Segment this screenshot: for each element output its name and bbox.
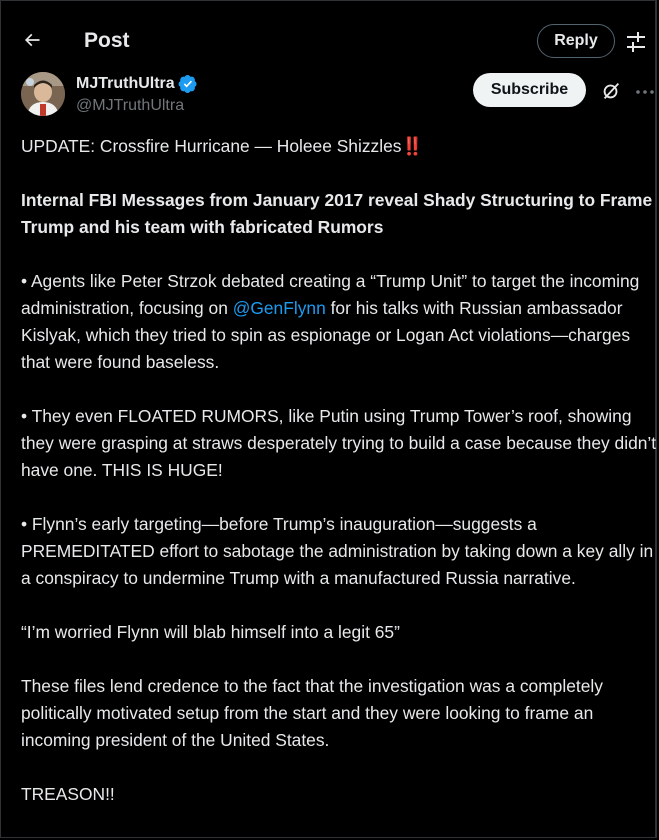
grok-button[interactable] <box>600 80 622 102</box>
post-quote: “I’m worried Flynn will blab himself into a legit 65” <box>21 622 400 642</box>
arrow-left-icon <box>22 30 42 50</box>
display-name: MJTruthUltra <box>76 75 175 92</box>
post-closing: TREASON!! <box>21 784 115 804</box>
author-handle[interactable]: @MJTruthUltra <box>76 97 185 114</box>
author-name-row[interactable] <box>76 74 198 94</box>
reply-button[interactable]: Reply <box>537 24 615 58</box>
more-options-button[interactable] <box>634 82 656 102</box>
more-dots-icon <box>634 82 656 102</box>
avatar[interactable] <box>21 72 65 116</box>
verified-badge-icon <box>178 74 198 94</box>
post-line-update <box>21 133 657 160</box>
sliders-icon <box>624 30 648 54</box>
post-headline: Internal FBI Messages from January 2017 reveal Shady Structuring to Frame Trump and his team with fabricated Rumors <box>21 190 653 237</box>
mention-link[interactable]: @GenFlynn <box>232 298 326 318</box>
bullet-1-text-a: • Agents like Peter Strzok debated creating a “Trump Unit” to target the incoming administration, focusing on <box>21 271 640 318</box>
double-exclamation-emoji: ‼️ <box>401 136 422 156</box>
back-button[interactable] <box>18 26 46 54</box>
grok-icon <box>600 80 622 102</box>
post-bullet-3: • Flynn’s early targeting—before Trump’s inauguration—suggests a PREMEDITATED effort to sabotage the administration by taking down a key ally in a conspiracy to undermine Trump with a manufactured Russia narrative. <box>21 514 654 588</box>
page-title: Post <box>84 29 130 52</box>
post-text <box>21 133 657 835</box>
post-bullet-1 <box>21 268 657 376</box>
filter-button[interactable] <box>624 30 648 54</box>
update-text: UPDATE: Crossfire Hurricane — Holeee Shizzles <box>21 136 402 156</box>
avatar-image <box>21 72 65 116</box>
post-conclusion: These files lend credence to the fact that the investigation was a completely politically motivated setup from the start and they were looking to frame an incoming president of the United States. <box>21 676 603 750</box>
bullet-1-text-b: for his talks with Russian ambassador Kislyak, which they tried to spin as espionage or Logan Act violations—charges that were found baseless. <box>21 298 631 372</box>
post-bullet-2: • They even FLOATED RUMORS, like Putin using Trump Tower’s roof, showing they were grasping at straws desperately trying to build a case because they didn’t have one. THIS IS HUGE! <box>21 406 657 480</box>
post-header <box>0 0 659 64</box>
subscribe-button[interactable]: Subscribe <box>473 73 586 107</box>
